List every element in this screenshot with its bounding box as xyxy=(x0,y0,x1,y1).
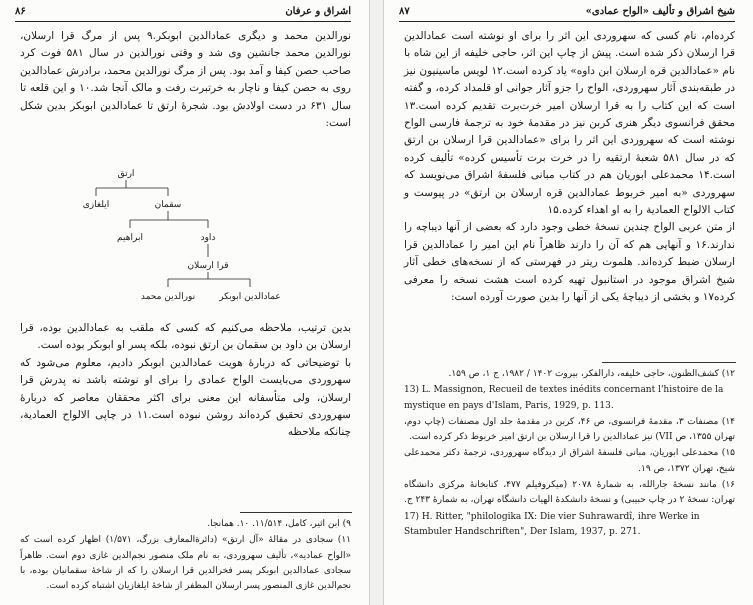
left-body-bottom xyxy=(20,320,351,442)
left-footnote-separator xyxy=(240,512,352,513)
tree-node-davud: داود xyxy=(200,233,216,243)
right-footnote-separator xyxy=(602,362,736,363)
right-footnote-14: ۱۴) مصنفات ۳، مقدمهٔ فرانسوی، ص ۴۶، کربن در مقدمهٔ جلد اول مصنفات (چاپ دوم، تهران ۱۳۵۵، ص VII) نیز عمادالدین را قرا ارسلان بن ارتق امیر خربوط ذکر کرده است. xyxy=(404,416,736,443)
right-page xyxy=(383,0,753,605)
left-paragraph-1: نورالدین محمد و دیگری عمادالدین ابوبکر.۹ پس از مرگ قرا ارسلان، نورالدین محمد جانشین وی شد و وقتی نورالدین در سال ۵۸۱ فوت کرد صاحب حصن کیفا و آمد بود. پس از مرگ نورالدین محمد، برادرش عمادالدین روی به حصن کیفا و ناچار به خرتبرت رفت و مالک آنجا شد.۱۰ و این قلعه تا سال ۶۳۱ در دست اولادش بود. شجرهٔ ارتق تا عمادالدین ابوبکر بدین شکل است: xyxy=(20,30,351,130)
left-paragraph-3: با توضیحاتی که دربارهٔ هویت عمادالدین ابوبکر دادیم، معلوم می‌شود که سهروردی می‌بایست الواح عمادی را برای او نوشته باشد نه پدرش قرا ارسلان، ولی متأسفانه این معنی برای اکثر محققان معاصر که دربارهٔ سهروردی تحقیق کرده‌اند روشن نبوده است.۱۱ در چاپی الالواح العمادیة، چنانکه ملاحظه xyxy=(20,356,351,439)
right-running-head xyxy=(399,5,735,19)
family-tree xyxy=(0,160,370,320)
right-header-rule xyxy=(399,21,735,22)
tree-node-soqman: سقمان xyxy=(154,200,182,210)
right-footnote-17: 17) H. Ritter, "philologika IX: Die vier Suhrawardî, ihre Werke in Stambuler Handschriften", Der Islam, 1937, p. 271. xyxy=(404,511,700,537)
right-running-title: شیخ اشراق و تألیف «الواح عمادی» xyxy=(585,6,735,17)
left-footnote: ۹) ابن اثیر، کامل، ۱۱/۵۱۴. ۱۰. همانجا. xyxy=(207,519,351,529)
tree-node-root: ارتق xyxy=(117,169,135,179)
left-page-number: ۸۶ xyxy=(15,6,26,17)
left-footnote: ۱۱) سجادی در مقالهٔ «آل ارتق» (دائرةالمعارف بزرگ، ۱/۵۷۱) اظهار کرده است که «الواح عمادیه»، تألیف سهروردی، به نام ملک منصور نجم‌الدین غازی دوم است. ظاهراً سجادی عمادالدین ابوبکر پسر فخرالدین قرا ارسلان را که از شاخهٔ سقمانیان بوده، با نجم‌الدین غازی المنصور پسر ارسلان المظفر از شاخهٔ ایلغازیان اشتباه کرده است. xyxy=(20,535,351,592)
right-footnote-16: ۱۶) مانند نسخهٔ جارالله، به شمارهٔ ۲۰۷۸ (میکروفیلم ۴۷۷، کتابخانهٔ مرکزی دانشگاه تهران: نسخهٔ ۲ در چاپ حبیبی) و نسخهٔ دانشکدهٔ الهیات دانشگاه تهران، به شمارهٔ ۲۴۳ ج. xyxy=(403,480,736,506)
right-footnotes xyxy=(404,367,735,541)
book-gutter xyxy=(370,0,383,605)
right-page-number: ۸۷ xyxy=(399,6,410,17)
left-body-top xyxy=(20,28,351,132)
right-paragraph-2: از متن عربی الواح چندین نسخهٔ خطی وجود دارد که بعضی از آنها دیباچه را ندارند.۱۶ و آنهایی هم که آن را دارند ظاهراً نام این امیر را عمادالدین قرا ارسلان ضبط کرده‌اند. هلموت ریتر در فهرستی که از نسخه‌های خطی آثار شیخ اشراق موجود در استانبول تهیه کرده است هشت نسخه را معرفی کرده۱۷ و بخشی از دیباچهٔ یکی از آنها را بدین صورت آورده است: xyxy=(404,221,735,304)
right-footnote-15: ۱۵) محمدعلی ابوریان، مبانی فلسفهٔ اشراق از دیدگاه سهروردی، ترجمهٔ دکتر محمدعلی شیخ، تهران ۱۳۷۲، ص ۱۹. xyxy=(404,448,735,474)
left-header-rule xyxy=(15,21,351,22)
right-body xyxy=(404,28,735,307)
tree-node-qara-arslan: قرا ارسلان xyxy=(187,261,229,271)
left-running-head xyxy=(15,5,351,19)
tree-node-ebrahim: ابراهیم xyxy=(117,233,143,243)
right-paragraph-1: کرده‌ام، نام کسی که سهروردی این اثر را برای او نوشته است عمادالدین قرا ارسلان ذکر شده است. پیش از چاپ این اثر، حاجی خلیفه از این شاه با نام «عمادالدین قره ارسلان ابن داوه» یاد کرده است.۱۲ لویس ماسینیون نیز در طبقه‌بندی آثار سهروردی، الواح را جزو آثار جوانی او قلمداد کرده، و گفته است که این کتاب را به قرا ارسلان امیر خرت‌برت تقدیم کرده است.۱۳ محقق فرانسوی دیگر هنری کربن نیز در مقدمهٔ خود به ترجمهٔ فارسی الواح نوشته است که سهروردی این اثر را برای «عمادالدین قرا ارسلان بن ارتق که در سال ۵۸۱ شعبهٔ ارتقیه را در خرت برت تأسیس کرده» تألیف کرده است.۱۴ محمدعلی ابوریان هم در کتاب مبانی فلسفهٔ اشراق می‌نویسد که سهروردی «به امیر خربوط عمادالدین قره ارسلان بن ارتق» در پیوست و کتاب الالواح العمادیة را به او اهداء کرده.۱۵ xyxy=(404,30,735,217)
left-footnotes xyxy=(20,517,351,595)
left-running-title: اشراق و عرفان xyxy=(285,6,351,17)
right-footnote-12: ۱۲) کشف‌الظنون، حاجی خلیفه، دارالفکر، بیروت ۱۴۰۲ / ۱۹۸۲، ج ۱، ص ۱۵۹. xyxy=(448,369,735,379)
left-paragraph-2: بدین ترتیب، ملاحظه می‌کنیم که کسی که ملقب به عمادالدین بوده، قرا ارسلان بن داود بن سقمان بن ارتق نبوده، بلکه پسر او ابوبکر بوده است. xyxy=(20,322,351,352)
left-page xyxy=(0,0,370,605)
tree-node-emad-al-din: عمادالدین ابوبکر xyxy=(219,292,281,302)
right-footnote-13: 13) L. Massignon, Recueil de textes inédits concernant l'histoire de la mystique en pays d'Islam, Paris, 1929, p. 113. xyxy=(404,385,724,411)
tree-node-nur-al-din: نورالدین محمد xyxy=(140,292,196,302)
tree-node-ilghazi: ایلغازی xyxy=(82,200,110,210)
